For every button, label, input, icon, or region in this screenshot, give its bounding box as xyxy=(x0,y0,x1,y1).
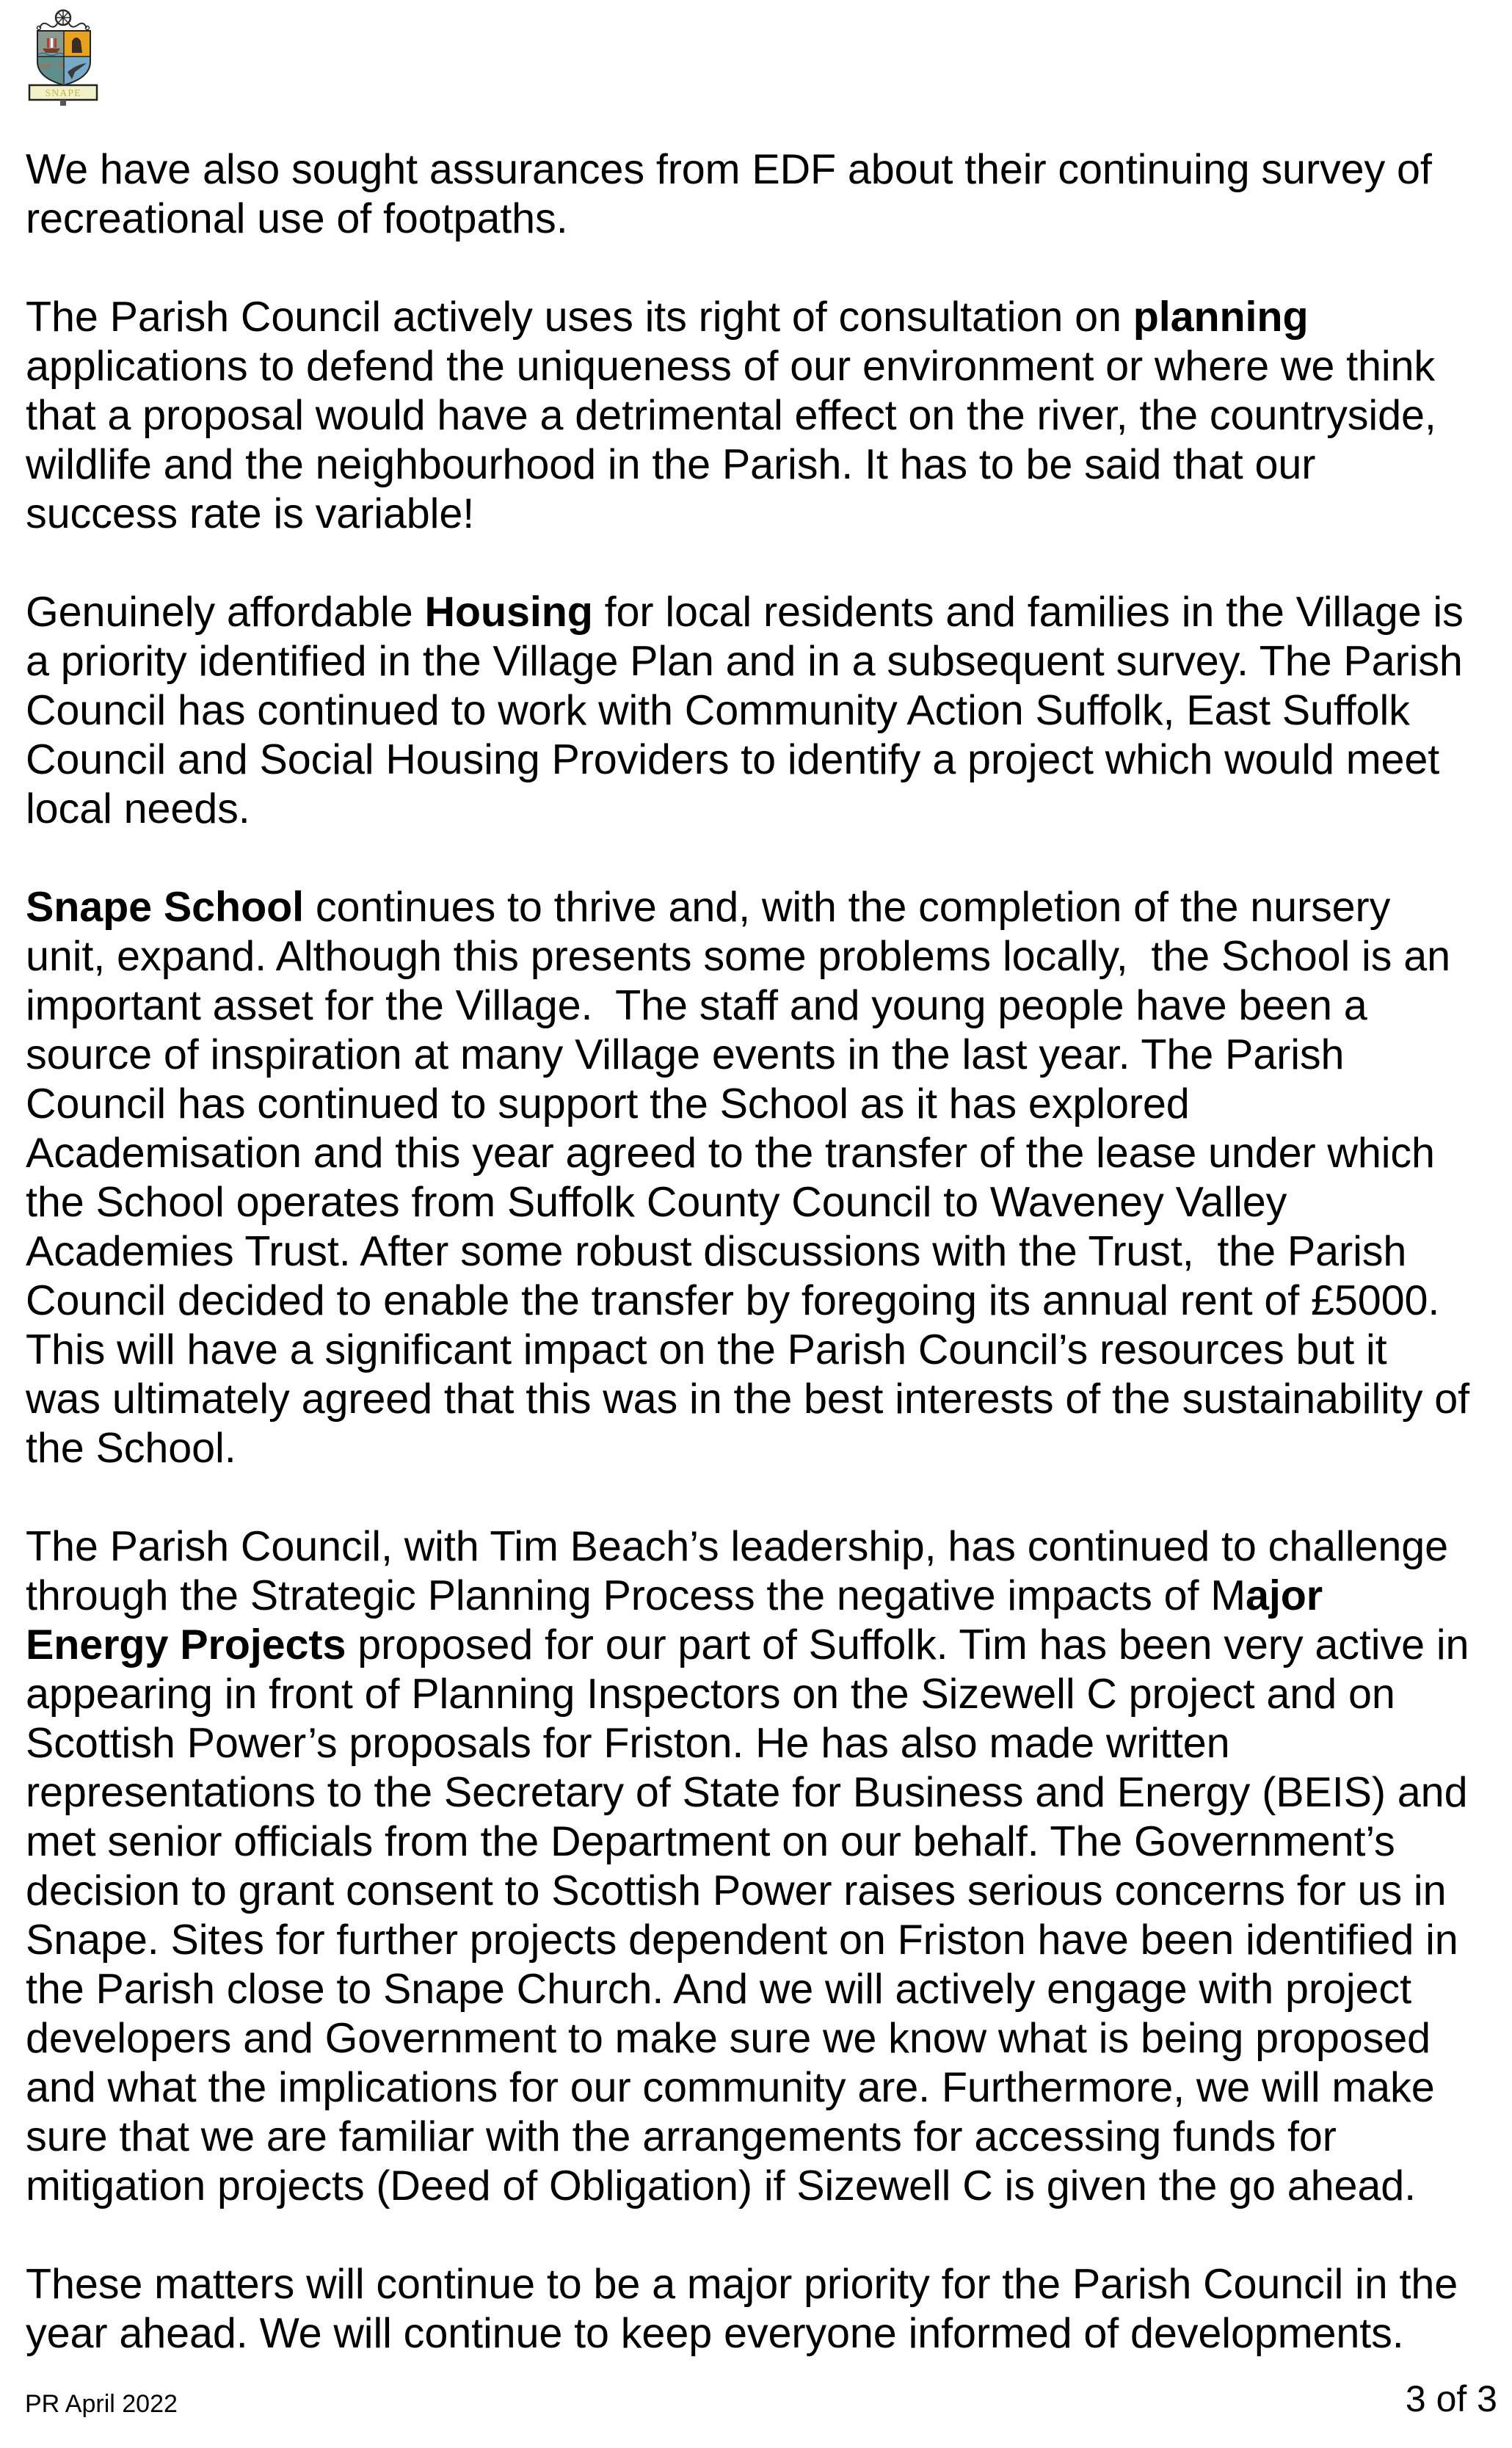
text-line xyxy=(26,1129,1501,1178)
housing-paragraph xyxy=(26,588,1501,834)
document-body xyxy=(26,145,1501,2358)
text-line xyxy=(26,1572,1501,1621)
text-run: Genuinely affordable xyxy=(26,589,425,636)
text-run: wildlife and the neighbourhood in the Parish. It has to be said that our xyxy=(26,441,1316,488)
text-line xyxy=(26,342,1501,391)
text-run: Academisation and this year agreed to the transfer of the lease under which xyxy=(26,1130,1435,1177)
text-line xyxy=(26,1375,1501,1424)
text-run: the School. xyxy=(26,1425,236,1472)
text-run: Council has continued to work with Community Action Suffolk, East Suffolk xyxy=(26,687,1410,734)
text-run: through the Strategic Planning Process the negative impacts of M xyxy=(26,1572,1246,1619)
text-line xyxy=(26,1867,1501,1916)
text-line xyxy=(26,490,1501,539)
text-run: Council and Social Housing Providers to identify a project which would meet xyxy=(26,736,1440,783)
text-run: Council has continued to support the School as it has explored xyxy=(26,1080,1190,1127)
text-line xyxy=(26,440,1501,490)
text-line xyxy=(26,1817,1501,1867)
text-line xyxy=(26,1276,1501,1326)
text-line xyxy=(26,1719,1501,1768)
text-line xyxy=(26,1178,1501,1227)
text-run: mitigation projects (Deed of Obligation) if Sizewell C is given the go ahead. xyxy=(26,2162,1416,2209)
text-run: sure that we are familiar with the arrangements for accessing funds for xyxy=(26,2113,1337,2160)
footpaths-paragraph xyxy=(26,145,1501,244)
page-indicator: 3 of 3 xyxy=(1405,2378,1497,2419)
text-run: The Parish Council, with Tim Beach’s leadership, has continued to challenge xyxy=(26,1523,1448,1570)
text-run: Academies Trust. After some robust discussions with the Trust, the Parish xyxy=(26,1228,1407,1275)
text-line xyxy=(26,981,1501,1031)
text-line xyxy=(26,2014,1501,2063)
text-run: the Parish close to Snape Church. And we will actively engage with project xyxy=(26,1966,1411,2013)
text-line xyxy=(26,588,1501,637)
text-run: recreational use of footpaths. xyxy=(26,195,568,242)
text-line xyxy=(26,637,1501,686)
text-run: a priority identified in the Village Plan and in a subsequent survey. The Parish xyxy=(26,638,1463,685)
text-run: met senior officials from the Department on our behalf. The Government’s xyxy=(26,1818,1395,1865)
text-line xyxy=(26,2162,1501,2211)
text-line xyxy=(26,145,1501,195)
text-run: appearing in front of Planning Inspectors on the Sizewell C project and on xyxy=(26,1671,1395,1718)
bold-keyword: Energy Projects xyxy=(26,1621,346,1668)
text-line xyxy=(26,1080,1501,1129)
text-run: year ahead. We will continue to keep everyone informed of developments. xyxy=(26,2310,1404,2357)
text-line xyxy=(26,2260,1501,2309)
text-run: continues to thrive and, with the completion of the nursery xyxy=(304,884,1391,931)
text-line xyxy=(26,1916,1501,1965)
text-line xyxy=(26,1522,1501,1572)
logo-sign-text: SNAPE xyxy=(45,88,81,99)
text-line xyxy=(26,1621,1501,1670)
text-line xyxy=(26,1227,1501,1276)
school-paragraph xyxy=(26,883,1501,1473)
text-run: that a proposal would have a detrimental effect on the river, the countryside, xyxy=(26,392,1436,439)
paragraph-spacer xyxy=(26,834,1501,883)
bold-keyword: ajor xyxy=(1246,1572,1323,1619)
text-run: important asset for the Village. The staff and young people have been a xyxy=(26,982,1367,1029)
text-run: The Parish Council actively uses its right of consultation on xyxy=(26,294,1133,341)
snape-village-sign-logo xyxy=(26,4,100,106)
footer-author-date: PR April 2022 xyxy=(25,2390,178,2418)
text-run: This will have a significant impact on the Parish Council’s resources but it xyxy=(26,1326,1387,1373)
text-run: decision to grant consent to Scottish Power raises serious concerns for us in xyxy=(26,1867,1447,1914)
text-run: We have also sought assurances from EDF about their continuing survey of xyxy=(26,146,1432,193)
text-run: was ultimately agreed that this was in the best interests of the sustainability of xyxy=(26,1376,1469,1423)
text-run: representations to the Secretary of State for Business and Energy (BEIS) and xyxy=(26,1769,1468,1816)
bold-keyword: Housing xyxy=(424,589,593,636)
text-run: Snape. Sites for further projects dependent on Friston have been identified in xyxy=(26,1917,1458,1964)
text-run: applications to defend the uniqueness of our environment or where we think xyxy=(26,343,1436,390)
text-line xyxy=(26,785,1501,834)
text-line xyxy=(26,1768,1501,1817)
text-run: local needs. xyxy=(26,785,250,832)
text-line xyxy=(26,1326,1501,1375)
text-line xyxy=(26,1670,1501,1719)
text-line xyxy=(26,883,1501,932)
text-line xyxy=(26,2063,1501,2113)
text-line xyxy=(26,2113,1501,2162)
text-line xyxy=(26,736,1501,785)
text-run: for local residents and families in the Village is xyxy=(592,589,1464,636)
energy-projects-paragraph xyxy=(26,1522,1501,2211)
text-line xyxy=(26,932,1501,981)
text-run: and what the implications for our community are. Furthermore, we will make xyxy=(26,2064,1435,2111)
text-line xyxy=(26,293,1501,342)
closing-paragraph xyxy=(26,2260,1501,2358)
text-line xyxy=(26,686,1501,736)
text-line xyxy=(26,1031,1501,1080)
text-run: developers and Government to make sure we know what is being proposed xyxy=(26,2015,1431,2062)
bold-keyword: Snape School xyxy=(26,884,305,931)
paragraph-spacer xyxy=(26,1473,1501,1522)
text-line xyxy=(26,1424,1501,1473)
text-line xyxy=(26,391,1501,440)
text-run: source of inspiration at many Village events in the last year. The Parish xyxy=(26,1031,1345,1078)
text-run: These matters will continue to be a major priority for the Parish Council in the xyxy=(26,2261,1458,2308)
text-line xyxy=(26,2309,1501,2358)
text-run: Scottish Power’s proposals for Friston. He has also made written xyxy=(26,1720,1230,1767)
text-run: the School operates from Suffolk County Council to Waveney Valley xyxy=(26,1179,1287,1226)
paragraph-spacer xyxy=(26,539,1501,588)
text-run: Council decided to enable the transfer by foregoing its annual rent of £5000. xyxy=(26,1277,1440,1324)
text-run: proposed for our part of Suffolk. Tim has been very active in xyxy=(346,1621,1469,1668)
text-line xyxy=(26,195,1501,244)
paragraph-spacer xyxy=(26,2211,1501,2260)
bold-keyword: planning xyxy=(1133,294,1309,341)
text-run: unit, expand. Although this presents some problems locally, the School is an xyxy=(26,933,1450,980)
planning-paragraph xyxy=(26,293,1501,539)
snape-village-sign-icon xyxy=(26,4,100,106)
text-run: success rate is variable! xyxy=(26,490,475,537)
paragraph-spacer xyxy=(26,244,1501,293)
text-line xyxy=(26,1965,1501,2014)
